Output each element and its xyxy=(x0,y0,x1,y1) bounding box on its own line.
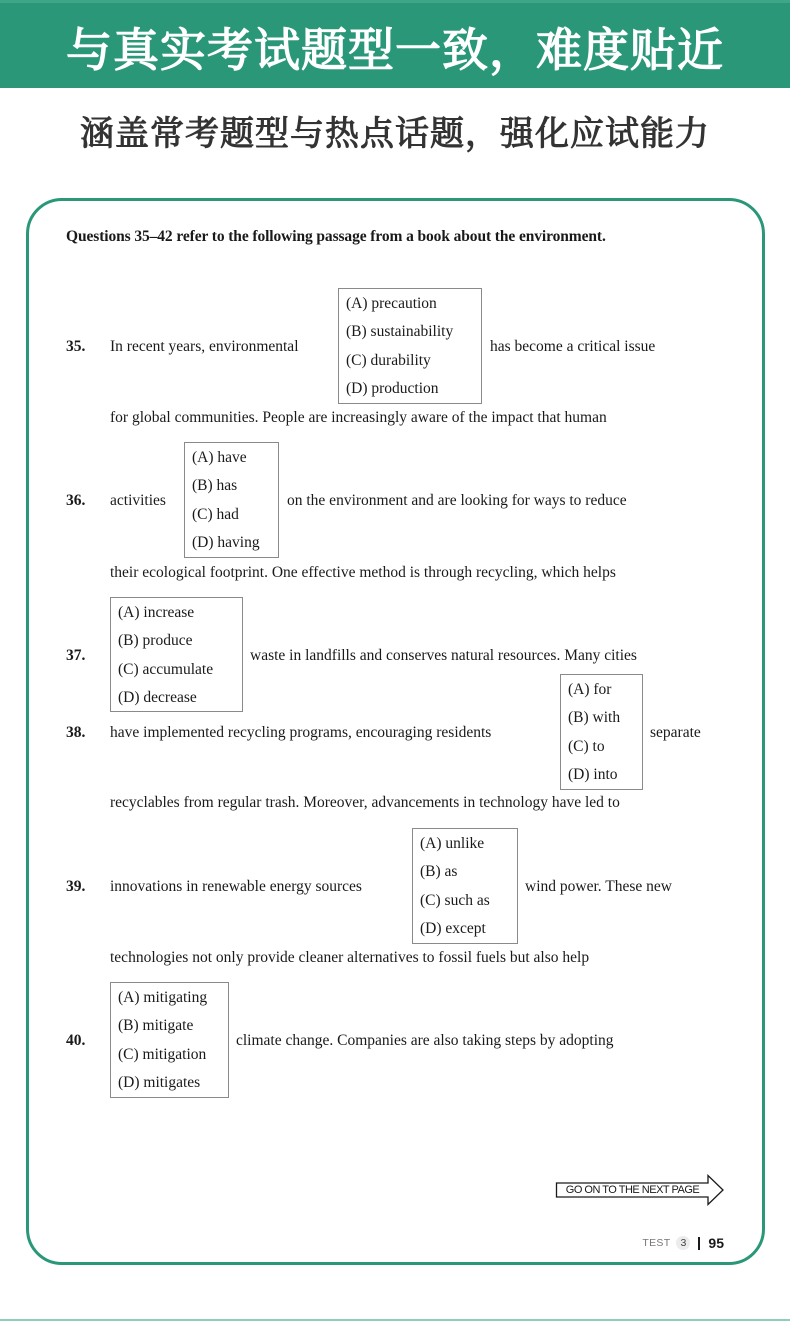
test-number-badge: 3 xyxy=(676,1236,690,1250)
passage-line: technologies not only provide cleaner alternatives to fossil fuels but also help xyxy=(110,949,590,966)
question-36-text-before: activities xyxy=(110,492,166,509)
option-d[interactable]: (D) mitigates xyxy=(118,1073,201,1091)
question-36-options xyxy=(184,442,279,558)
passage-instructions: Questions 35–42 refer to the following passage from a book about the environment. xyxy=(66,228,606,245)
footer-divider xyxy=(698,1237,700,1250)
next-page-label[interactable]: GO ON TO THE NEXT PAGE xyxy=(565,1184,700,1196)
question-39-text-before: innovations in renewable energy sources xyxy=(110,878,362,895)
option-c[interactable]: (C) durability xyxy=(346,351,431,369)
question-number-40: 40. xyxy=(66,1032,86,1049)
question-number-36: 36. xyxy=(66,492,86,509)
question-35-options xyxy=(338,288,482,404)
option-d[interactable]: (D) except xyxy=(420,919,486,937)
option-d[interactable]: (D) into xyxy=(568,765,618,783)
passage-line: their ecological footprint. One effective method is through recycling, which helps xyxy=(110,564,616,581)
question-37-text-after: waste in landfills and conserves natural resources. Many cities xyxy=(250,647,637,664)
option-d[interactable]: (D) having xyxy=(192,533,260,551)
question-39-text-after: wind power. These new xyxy=(525,878,672,895)
option-b[interactable]: (B) as xyxy=(420,863,458,881)
option-b[interactable]: (B) mitigate xyxy=(118,1017,194,1035)
option-a[interactable]: (A) increase xyxy=(118,604,195,621)
passage-line: for global communities. People are increasingly aware of the impact that human xyxy=(110,409,607,426)
question-40-options xyxy=(110,982,229,1098)
passage-line: recyclables from regular trash. Moreover, advancements in technology have led to xyxy=(110,794,620,811)
question-number-39: 39. xyxy=(66,878,86,895)
option-d[interactable]: (D) production xyxy=(346,379,439,397)
question-38-text-before: have implemented recycling programs, encouraging residents xyxy=(110,724,492,741)
question-36-text-after: on the environment and are looking for ways to reduce xyxy=(287,492,627,509)
option-d[interactable]: (D) decrease xyxy=(118,688,197,706)
option-c[interactable]: (C) mitigation xyxy=(118,1045,207,1063)
question-37-options xyxy=(110,597,243,712)
option-b[interactable]: (B) with xyxy=(568,709,621,727)
option-a[interactable]: (A) for xyxy=(568,681,612,698)
option-c[interactable]: (C) such as xyxy=(420,891,490,909)
question-39-options xyxy=(412,828,518,944)
question-number-37: 37. xyxy=(66,647,86,664)
option-c[interactable]: (C) had xyxy=(192,505,239,523)
question-35-text-after: has become a critical issue xyxy=(490,338,656,355)
test-label: TEST xyxy=(642,1237,671,1249)
question-38-options xyxy=(560,674,643,790)
option-b[interactable]: (B) sustainability xyxy=(346,323,454,341)
option-c[interactable]: (C) to xyxy=(568,737,605,755)
question-40-text-after: climate change. Companies are also taking steps by adopting xyxy=(236,1032,614,1049)
option-a[interactable]: (A) mitigating xyxy=(118,989,208,1006)
option-b[interactable]: (B) has xyxy=(192,477,238,495)
question-38-text-after: separate xyxy=(650,724,701,741)
page-footer xyxy=(642,1234,724,1252)
header-banner xyxy=(0,0,790,88)
question-35-text-before: In recent years, environmental xyxy=(110,338,299,355)
option-c[interactable]: (C) accumulate xyxy=(118,660,214,678)
option-a[interactable]: (A) have xyxy=(192,449,247,466)
banner-title: 与真实考试题型一致，难度贴近 xyxy=(66,23,724,77)
question-number-38: 38. xyxy=(66,724,86,741)
option-a[interactable]: (A) unlike xyxy=(420,835,485,852)
question-number-35: 35. xyxy=(66,338,86,355)
subtitle: 涵盖常考题型与热点话题，强化应试能力 xyxy=(80,113,710,154)
option-b[interactable]: (B) produce xyxy=(118,632,193,650)
option-a[interactable]: (A) precaution xyxy=(346,295,437,312)
page-number: 95 xyxy=(708,1235,724,1251)
